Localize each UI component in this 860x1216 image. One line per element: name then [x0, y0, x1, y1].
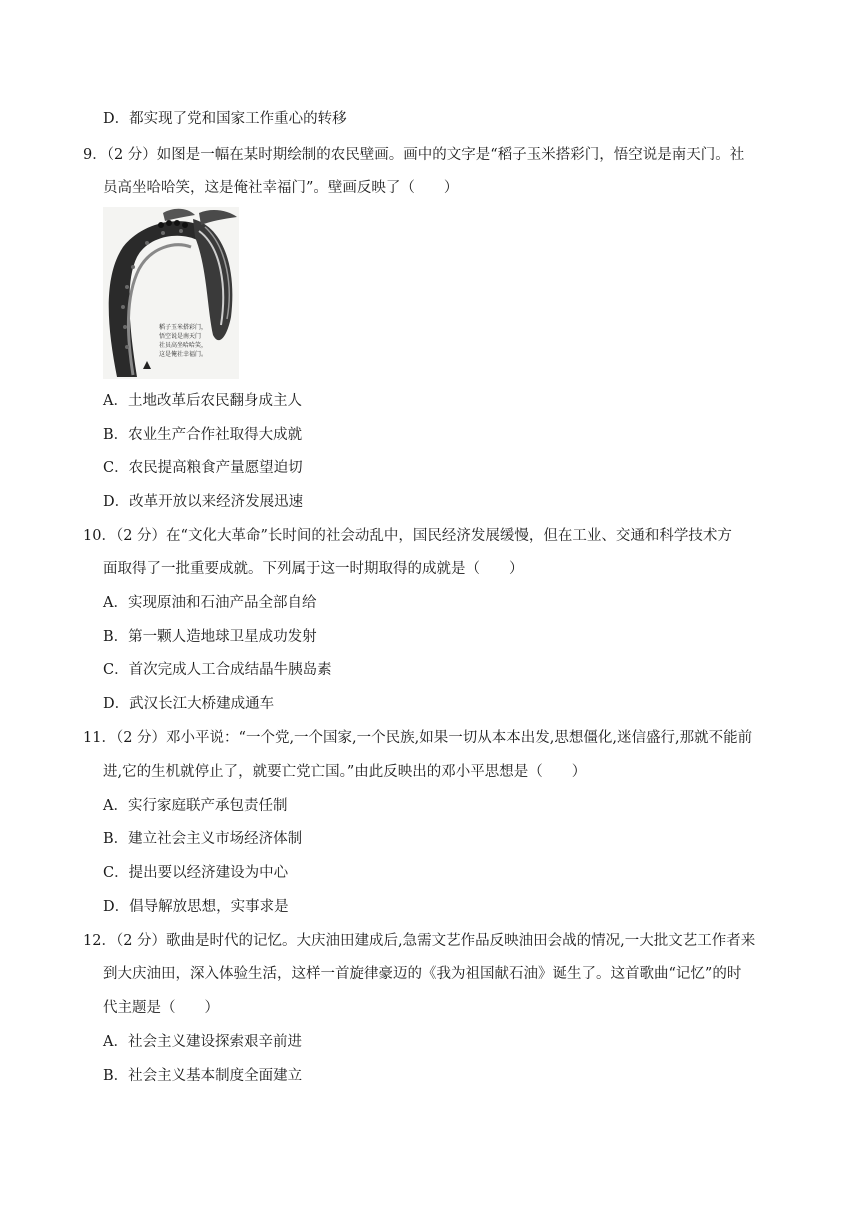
mural-caption-1: 稻子玉米搭彩门， — [159, 324, 208, 331]
q12-option-a[interactable]: A．社会主义建设探索艰辛前进 — [103, 1034, 302, 1050]
mural-caption-2: 悟空说是南天门 — [159, 333, 202, 340]
question-12-text: 12．（2 分）歌曲是时代的记忆。大庆油田建成后,急需文艺作品反映油田会战的情况,一大批文艺工作者来 — [83, 933, 756, 949]
q11-option-d[interactable]: D．倡导解放思想，实事求是 — [103, 899, 289, 915]
mural-caption-4: 这是俺社幸福门。 — [159, 351, 208, 358]
mural-caption-3: 社员高坐哈哈笑， — [159, 342, 208, 349]
q11-option-b[interactable]: B．建立社会主义市场经济体制 — [103, 831, 303, 847]
q10-option-a[interactable]: A．实现原油和石油产品全部自给 — [103, 595, 317, 611]
q10-option-b[interactable]: B．第一颗人造地球卫星成功发射 — [103, 629, 317, 645]
question-9-text: 9．（2 分）如图是一幅在某时期绘制的农民壁画。画中的文字是“稻子玉米搭彩门，悟空说是南天门。社 — [83, 147, 745, 163]
q10-option-d[interactable]: D．武汉长江大桥建成通车 — [103, 696, 275, 712]
question-9-text-cont: 员高坐哈哈笑，这是俺社幸福门”。壁画反映了（ ） — [103, 180, 459, 196]
question-12-text-cont2: 代主题是（ ） — [103, 1000, 219, 1016]
question-11-text: 11．（2 分）邓小平说：“一个党,一个国家,一个民族,如果一切从本本出发,思想僵化,迷信盛行,那就不能前 — [83, 730, 753, 746]
q9-option-d[interactable]: D．改革开放以来经济发展迅速 — [103, 494, 304, 510]
option-d-prev: D．都实现了党和国家工作重心的转移 — [103, 111, 347, 127]
q11-option-a[interactable]: A．实行家庭联产承包责任制 — [103, 798, 288, 814]
question-12-text-cont: 到大庆油田，深入体验生活，这样一首旋律豪迈的《我为祖国献石油》诞生了。这首歌曲“记忆”的时 — [103, 966, 742, 982]
q9-option-a[interactable]: A．土地改革后农民翻身成主人 — [103, 393, 302, 409]
q9-option-c[interactable]: C．农民提高粮食产量愿望迫切 — [103, 460, 303, 476]
q9-option-b[interactable]: B．农业生产合作社取得大成就 — [103, 427, 303, 443]
q12-option-b[interactable]: B．社会主义基本制度全面建立 — [103, 1068, 303, 1084]
farmer-mural-image — [103, 207, 239, 379]
question-11-text-cont: 进,它的生机就停止了，就要亡党亡国。”由此反映出的邓小平思想是（ ） — [103, 764, 587, 780]
question-10-text-cont: 面取得了一批重要成就。下列属于这一时期取得的成就是（ ） — [103, 561, 524, 577]
q10-option-c[interactable]: C．首次完成人工合成结晶牛胰岛素 — [103, 662, 332, 678]
q11-option-c[interactable]: C．提出要以经济建设为中心 — [103, 865, 289, 881]
question-10-text: 10．（2 分）在“文化大革命”长时间的社会动乱中，国民经济发展缓慢，但在工业、交通和科学技术方 — [83, 528, 732, 544]
